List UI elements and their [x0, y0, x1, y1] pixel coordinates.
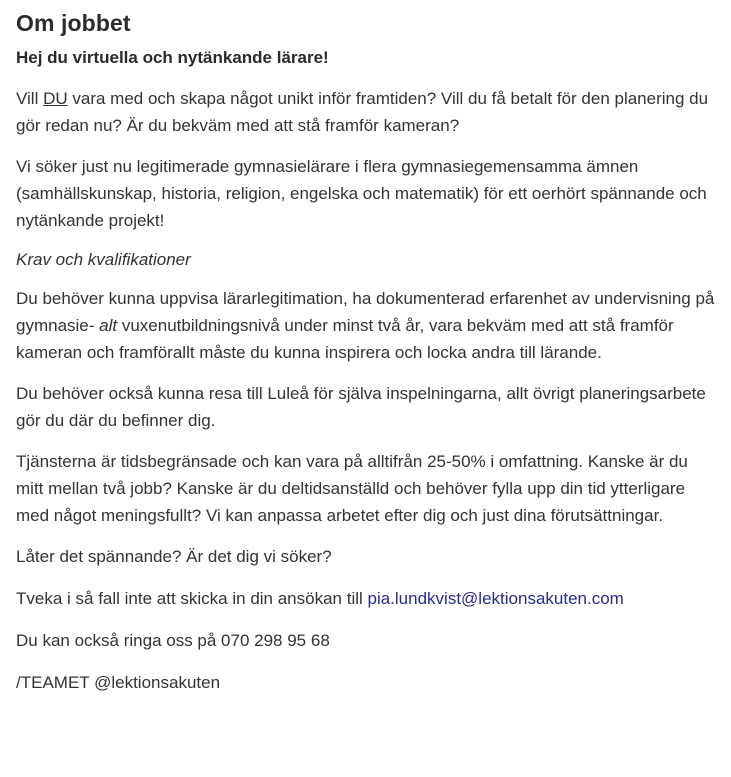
- requirements-text-after: vuxenutbildningsnivå under minst två år, vara bekväm med att stå framför kameran och framförallt måste du kunna inspirera och locka andra till lärande.: [16, 316, 674, 362]
- intro-text-after: vara med och skapa något unikt inför framtiden? Vill du få betalt för den planering du gör redan nu? Är du bekväm med att stå framför kameran?: [16, 89, 709, 135]
- greeting: Hej du virtuella och nytänkande lärare!: [16, 48, 329, 67]
- signature: /TEAMET @lektionsakuten: [16, 673, 221, 692]
- intro-emphasis: DU: [43, 89, 68, 108]
- email-link[interactable]: pia.lundkvist@lektionsakuten.com: [367, 589, 624, 608]
- intro-paragraph: [16, 85, 716, 139]
- intro-text-before: Vill: [16, 89, 44, 108]
- question-paragraph: Låter det spännande? Är det dig vi söker?: [16, 547, 332, 566]
- search-paragraph: Vi söker just nu legitimerade gymnasielärare i flera gymnasiegemensamma ämnen (samhällskunskap, historia, religion, engelska och matematik) för ett oerhört spännande och nytänkande projekt!: [16, 157, 707, 230]
- scope-paragraph: Tjänsterna är tidsbegränsade och kan vara på alltifrån 25-50% i omfattning. Kanske är du mitt mellan två jobb? Kanske är du deltidsanställd och behöver fylla upp din tid ytterligare med något meningsfullt? Vi kan anpassa arbetet efter dig och just dina förutsättningar.: [16, 452, 688, 525]
- section-title: Om jobbet: [16, 10, 131, 36]
- phone-paragraph: Du kan också ringa oss på 070 298 95 68: [16, 631, 330, 650]
- apply-text: Tveka i så fall inte att skicka in din ansökan till: [16, 589, 368, 608]
- requirements-paragraph: [16, 285, 716, 366]
- travel-paragraph: Du behöver också kunna resa till Luleå för själva inspelningarna, allt övrigt planeringsarbete gör du där du befinner dig.: [16, 384, 706, 430]
- requirements-text-before: Du behöver kunna uppvisa lärarlegitimation, ha dokumenterad erfarenhet av undervisning på gymnasie-: [16, 289, 715, 335]
- requirements-heading: Krav och kvalifikationer: [16, 250, 191, 269]
- requirements-emphasis: alt: [99, 316, 118, 335]
- apply-paragraph: [16, 585, 716, 612]
